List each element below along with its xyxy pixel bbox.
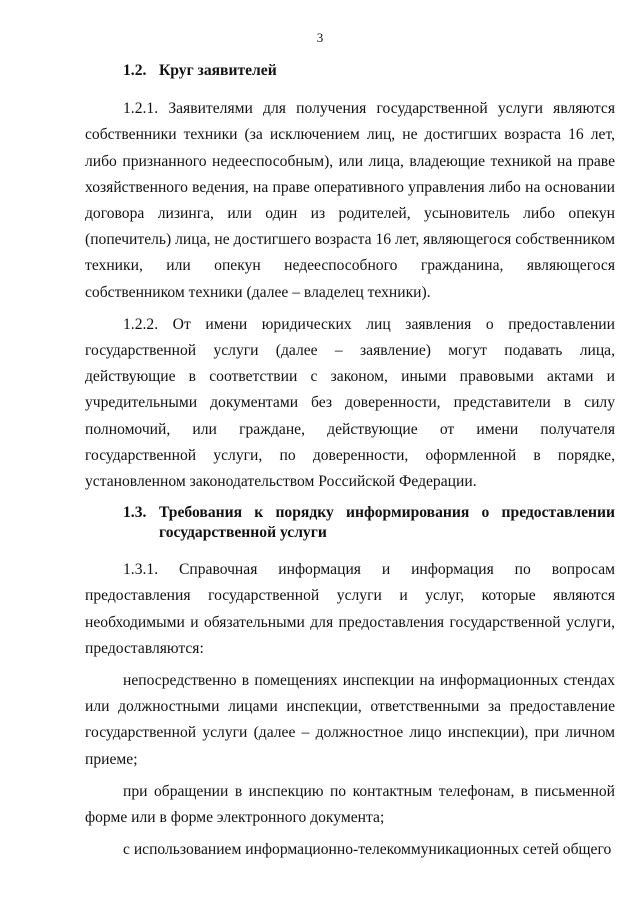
paragraph-phone-contact: при обращении в инспекцию по контактным телефонам, в письменной форме или в форме электронного документа; bbox=[85, 782, 615, 827]
section-heading-1-3 bbox=[85, 503, 615, 543]
paragraph-1-2-1: 1.2.1. Заявителями для получения государственной услуги являются собственники техники (за исключением лиц, не достигших возраста 16 лет, либо признанного недееспособным), или лица, владеющие техникой на праве хозяйственного ведения, на праве оперативного управления либо на основании договора лизинга, или один из родителей, усыновитель либо опекун (попечитель) лица, не достигшего возраста 16 лет, являющегося собственником техники, или опекун недееспособного гражданина, являющегося собственником техники (далее – владелец техники). bbox=[85, 100, 615, 301]
paragraph-info-stands: непосредственно в помещениях инспекции на информационных стендах или должностными лицами инспекции, ответственными за предоставление государственной услуги (далее – должностное лицо инспекции), при личном приеме; bbox=[85, 672, 615, 768]
paragraph-telecom-networks: с использованием информационно-телекоммуникационных сетей общего bbox=[123, 841, 612, 859]
section-number: 1.3. bbox=[123, 504, 147, 522]
paragraph-1-3-1: 1.3.1. Справочная информация и информация по вопросам предоставления государственной услуги и услуг, которые являются необходимыми и обязательными для предоставления государственной услуги, предоставляются: bbox=[85, 561, 615, 657]
document-body bbox=[85, 58, 615, 863]
section-heading-1-2 bbox=[85, 58, 615, 84]
section-title: Круг заявителей bbox=[159, 62, 277, 79]
page-number: 3 bbox=[316, 30, 324, 45]
section-title: Требования к порядку информирования о предоставлении государственной услуги bbox=[159, 504, 615, 542]
section-number: 1.2. bbox=[123, 62, 147, 79]
paragraph-1-2-2: 1.2.2. От имени юридических лиц заявления о предоставлении государственной услуги (далее – заявление) могут подавать лица, действующие в соответствии с законом, иными правовыми актами и учредительными документами без доверенности, представители в силу полномочий, или граждане, действующие от имени получателя государственной услуги, по доверенности, оформленной в порядке, установленном законодательством Российской Федерации. bbox=[85, 315, 615, 491]
